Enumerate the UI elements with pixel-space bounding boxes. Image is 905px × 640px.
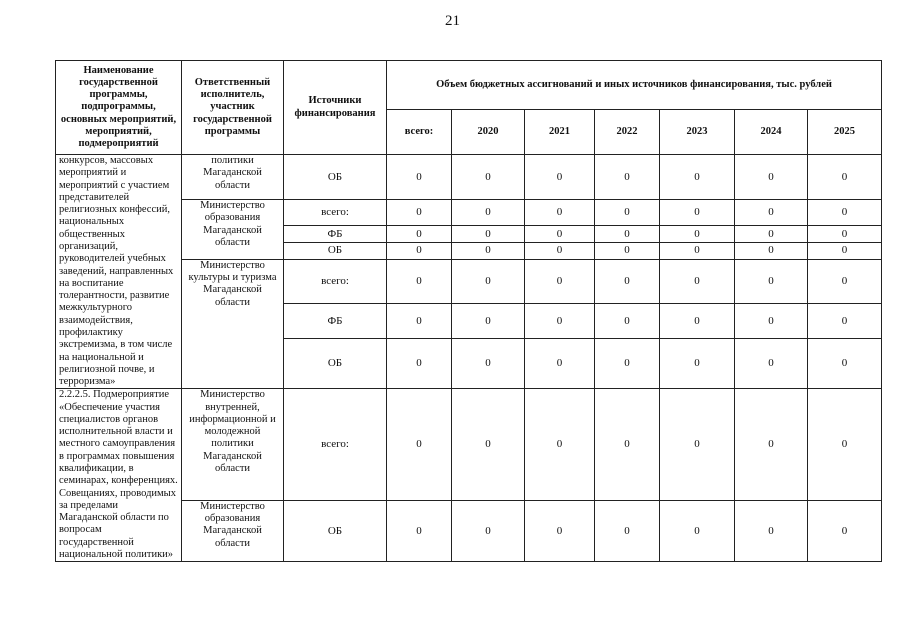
value-cell: 0 [525,500,595,562]
value-cell: 0 [387,155,452,200]
value-cell: 0 [595,243,660,260]
value-cell: 0 [735,200,808,226]
source-cell: ОБ [284,155,387,200]
table-row [56,389,882,500]
value-cell: 0 [452,200,525,226]
value-cell: 0 [387,200,452,226]
value-cell: 0 [660,155,735,200]
responsible-cell: Министерство образования Магаданской области [182,200,284,260]
source-cell: ОБ [284,339,387,389]
value-cell: 0 [735,500,808,562]
program-name-cell: конкурсов, массовых мероприятий и мероприятий с участием представителей религиозных конфессий, национальных общественных организаций, руководителей учебных заведений, направленных на воспитание толерантности, развитие межкультурного взаимодействия, профилактику экстремизма, в том числе на национальной и религиозной почве, и терроризма» [56,155,182,389]
value-cell: 0 [452,259,525,304]
value-cell: 0 [525,304,595,339]
header-sources: Источники финансирования [284,61,387,155]
value-cell: 0 [735,243,808,260]
responsible-cell: политики Магаданской области [182,155,284,200]
value-cell: 0 [452,226,525,243]
value-cell: 0 [735,304,808,339]
value-cell: 0 [808,500,882,562]
value-cell: 0 [387,339,452,389]
header-col-2020: 2020 [452,110,525,155]
value-cell: 0 [808,243,882,260]
value-cell: 0 [735,155,808,200]
value-cell: 0 [660,389,735,500]
value-cell: 0 [452,304,525,339]
value-cell: 0 [387,243,452,260]
value-cell: 0 [735,226,808,243]
value-cell: 0 [452,339,525,389]
table-body [56,155,882,562]
value-cell: 0 [595,389,660,500]
value-cell: 0 [525,339,595,389]
value-cell: 0 [808,200,882,226]
value-cell: 0 [452,389,525,500]
header-col-2023: 2023 [660,110,735,155]
value-cell: 0 [525,259,595,304]
value-cell: 0 [387,226,452,243]
value-cell: 0 [387,259,452,304]
header-col-2021: 2021 [525,110,595,155]
value-cell: 0 [452,500,525,562]
value-cell: 0 [735,339,808,389]
value-cell: 0 [525,389,595,500]
value-cell: 0 [735,389,808,500]
value-cell: 0 [808,226,882,243]
source-cell: ФБ [284,226,387,243]
value-cell: 0 [595,259,660,304]
value-cell: 0 [387,304,452,339]
page-number: 21 [445,13,460,29]
header-col-2025: 2025 [808,110,882,155]
value-cell: 0 [660,243,735,260]
table-row [56,155,882,200]
responsible-cell: Министерство внутренней, информационной и молодежной политики Магаданской области [182,389,284,500]
value-cell: 0 [660,226,735,243]
header-col-2022: 2022 [595,110,660,155]
value-cell: 0 [808,389,882,500]
header-name: Наименование государственной программы, подпрограммы, основных мероприятий, мероприятий, подмероприятий [56,61,182,155]
value-cell: 0 [387,500,452,562]
value-cell: 0 [525,155,595,200]
source-cell: ФБ [284,304,387,339]
value-cell: 0 [595,155,660,200]
source-cell: всего: [284,200,387,226]
program-name-cell: 2.2.2.5. Подмероприятие «Обеспечение участия специалистов органов исполнительной власти и местного самоуправления в программах повышения квалификации, в семинарах, конференциях. Совещаниях, проводимых за пределами Магаданской области по вопросам государственной национальной политики» [56,389,182,562]
responsible-cell: Министерство культуры и туризма Магаданской области [182,259,284,389]
value-cell: 0 [595,304,660,339]
value-cell: 0 [808,304,882,339]
value-cell: 0 [452,155,525,200]
value-cell: 0 [660,304,735,339]
value-cell: 0 [660,200,735,226]
value-cell: 0 [595,339,660,389]
value-cell: 0 [525,226,595,243]
responsible-cell: Министерство образования Магаданской области [182,500,284,562]
value-cell: 0 [660,500,735,562]
value-cell: 0 [808,259,882,304]
header-col-total: всего: [387,110,452,155]
header-responsible: Ответственный исполнитель, участник государственной программы [182,61,284,155]
value-cell: 0 [595,500,660,562]
source-cell: ОБ [284,243,387,260]
value-cell: 0 [660,339,735,389]
source-cell: всего: [284,259,387,304]
value-cell: 0 [525,243,595,260]
value-cell: 0 [735,259,808,304]
value-cell: 0 [525,200,595,226]
source-cell: всего: [284,389,387,500]
value-cell: 0 [595,200,660,226]
source-cell: ОБ [284,500,387,562]
budget-table [55,60,882,562]
value-cell: 0 [660,259,735,304]
value-cell: 0 [808,339,882,389]
value-cell: 0 [595,226,660,243]
value-cell: 0 [387,389,452,500]
header-col-2024: 2024 [735,110,808,155]
value-cell: 0 [452,243,525,260]
value-cell: 0 [808,155,882,200]
header-volume: Объем бюджетных ассигнований и иных источников финансирования, тыс. рублей [387,61,882,110]
